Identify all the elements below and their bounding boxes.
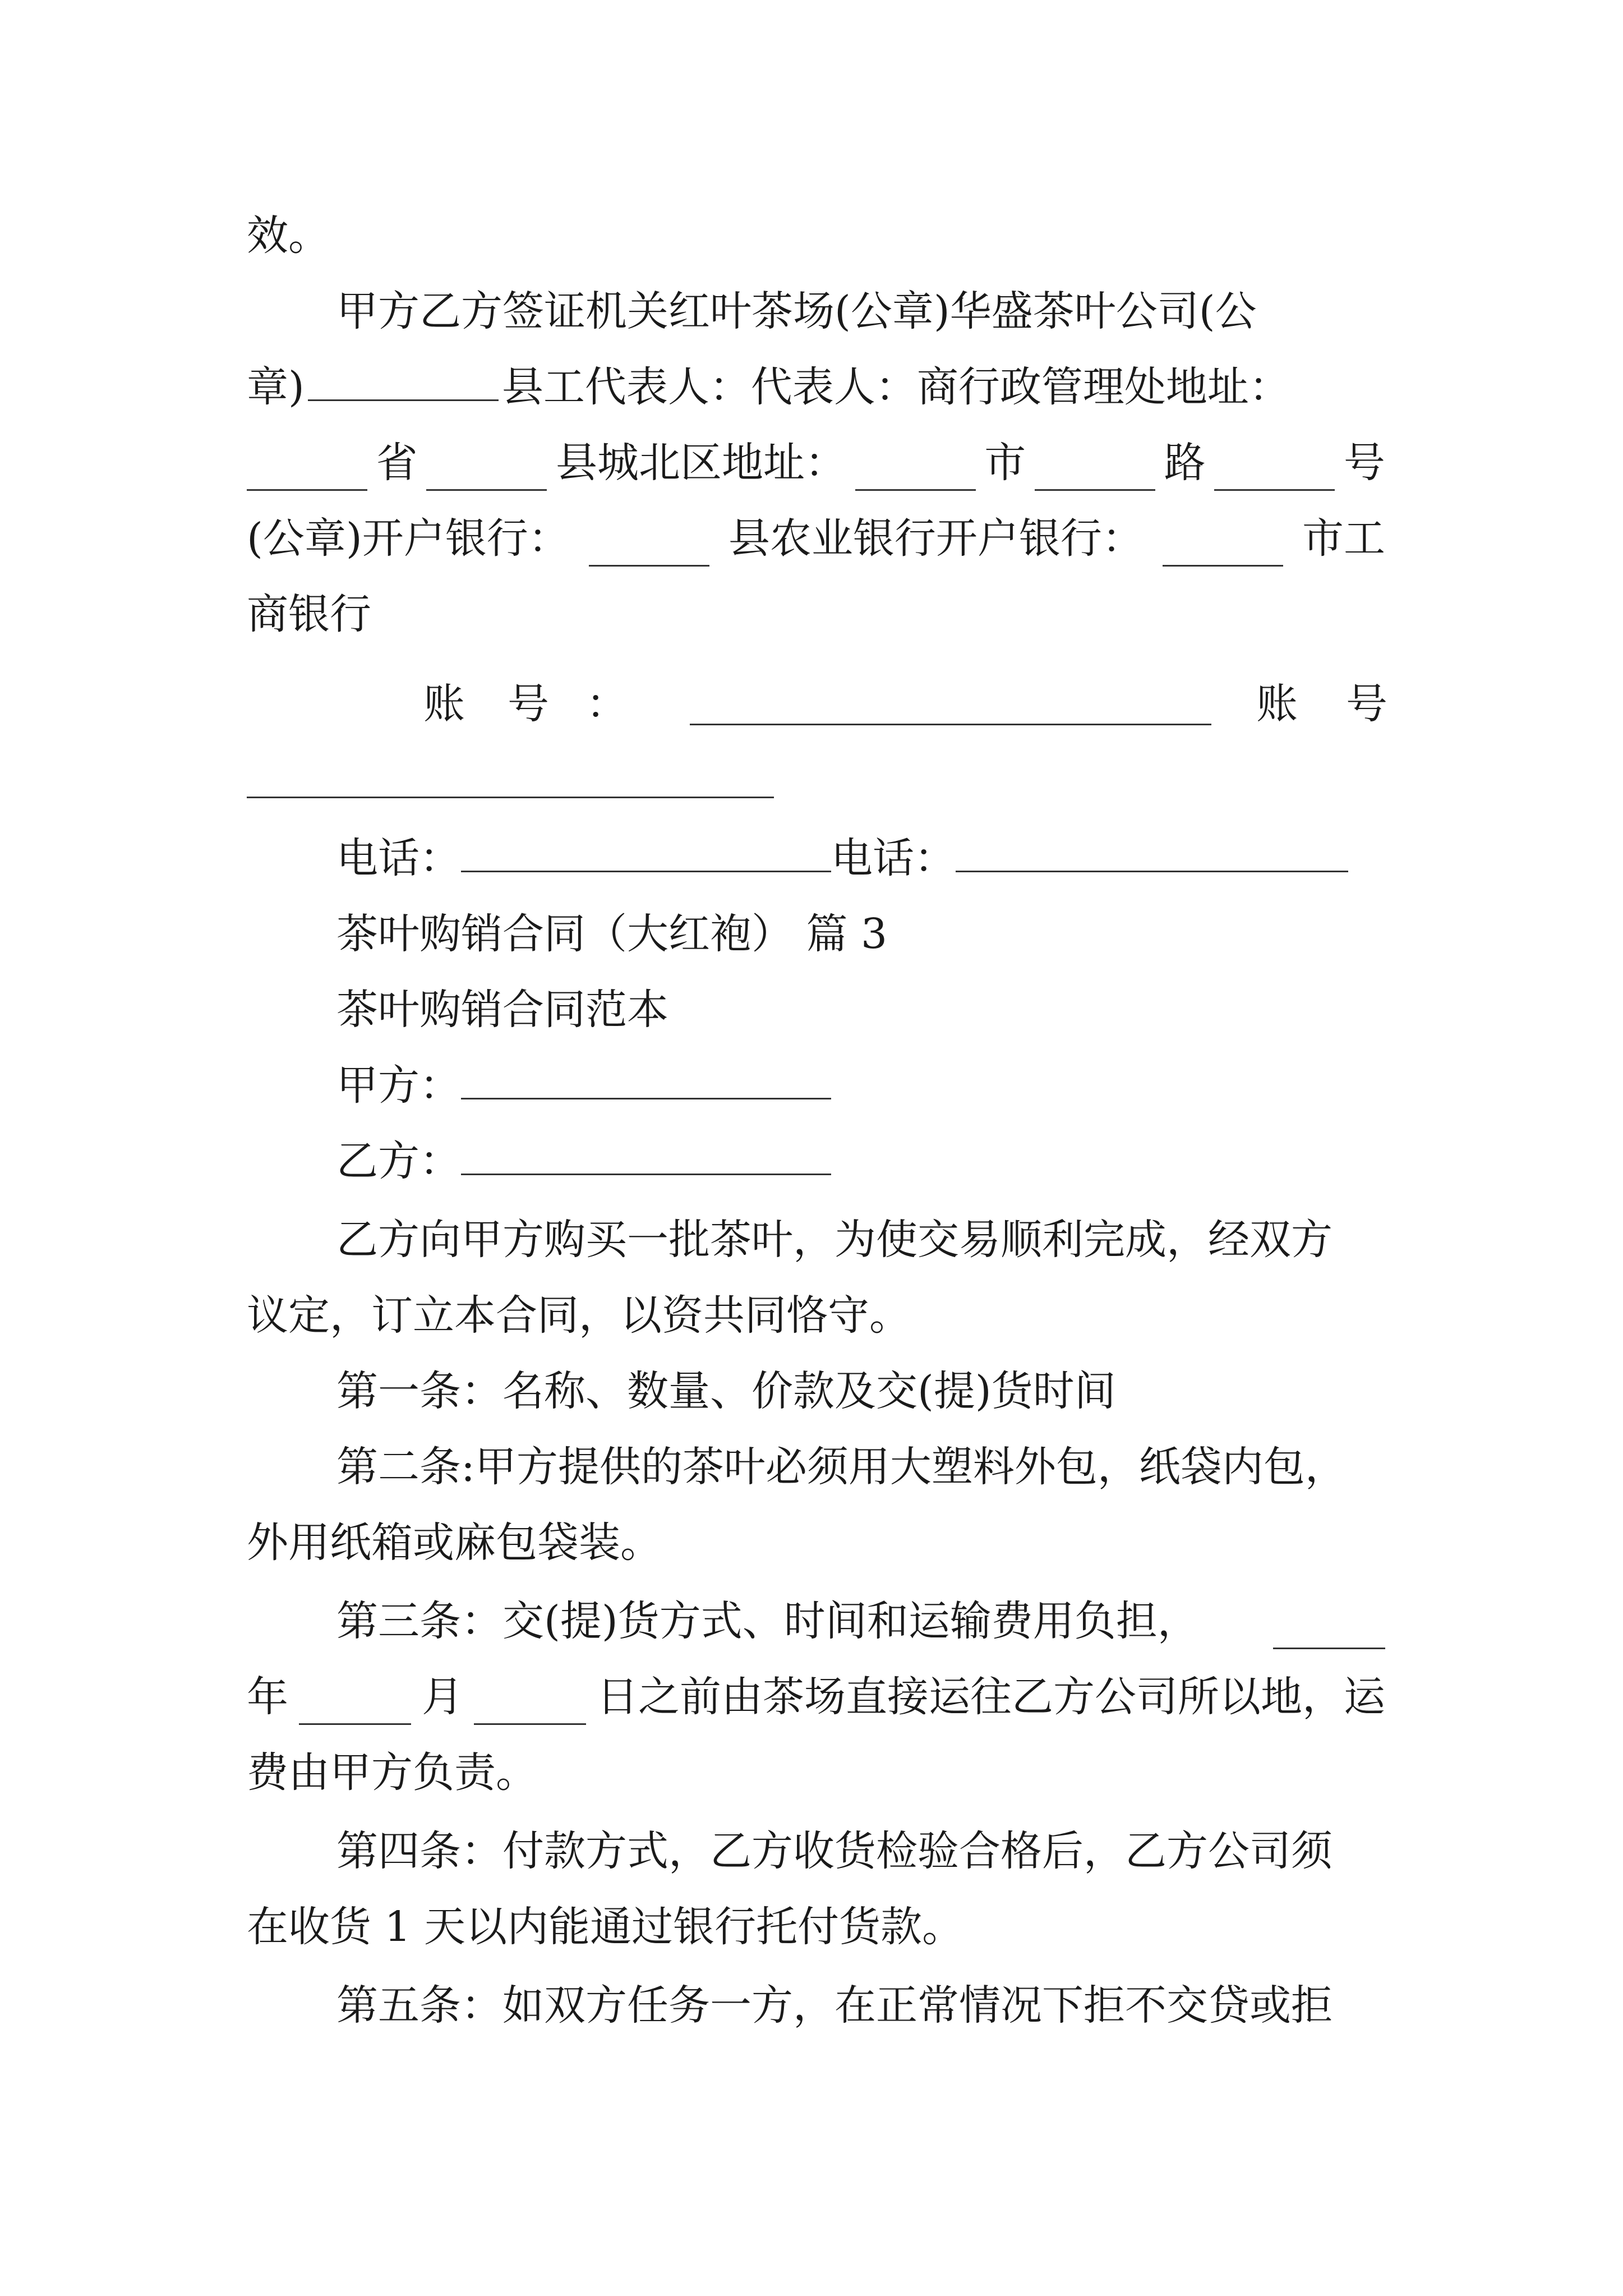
- text: (公章)开户银行：: [247, 514, 570, 563]
- article-3-cont: [247, 1745, 1385, 1801]
- text: 第三条：交(提)货方式、时间和运输费用负担，: [336, 1597, 1199, 1645]
- text: 外用纸箱或麻包袋装。: [247, 1519, 662, 1567]
- text: 县农业银行开户银行：: [728, 514, 1144, 563]
- address-line: [247, 435, 1385, 491]
- text: 号: [1343, 439, 1385, 487]
- article-1: [336, 1363, 1385, 1419]
- text: 乙方向甲方购买一批茶叶，为使交易顺利完成，经双方: [336, 1216, 1332, 1264]
- blank-field[interactable]: [1273, 1607, 1385, 1649]
- account-field-2[interactable]: [247, 797, 774, 798]
- blank-field[interactable]: [426, 449, 547, 491]
- article-2: [336, 1439, 1385, 1495]
- paragraph-line: [336, 1212, 1385, 1268]
- text: 议定，订立本合同，以资共同恪守。: [247, 1291, 911, 1340]
- signatory-line: [247, 359, 1385, 415]
- text-line: [247, 208, 1385, 264]
- blank-field[interactable]: [589, 524, 709, 567]
- phone-line: [336, 830, 1385, 886]
- text: 市工: [1302, 514, 1385, 563]
- text: 号: [508, 680, 549, 728]
- bank-line: [247, 510, 1385, 567]
- text: 章): [247, 363, 305, 411]
- text: 日之前由茶场直接运往乙方公司所以地，运: [597, 1673, 1385, 1721]
- account-field-1[interactable]: [690, 724, 1211, 725]
- text: 号: [1346, 680, 1387, 728]
- text: 效。: [247, 211, 330, 260]
- blank-field[interactable]: [299, 1683, 411, 1725]
- contract-title: [336, 982, 1385, 1038]
- article-4-cont: [247, 1899, 1385, 1955]
- text: 县城北区地址：: [555, 439, 846, 487]
- blank-field[interactable]: [956, 830, 1348, 872]
- text: 电话：: [336, 834, 461, 882]
- text-line: [247, 586, 1385, 642]
- blank-field[interactable]: [1214, 449, 1335, 491]
- text: 第一条：名称、数量、价款及交(提)货时间: [336, 1367, 1116, 1415]
- blank-field[interactable]: [461, 830, 831, 872]
- text: 月: [422, 1673, 463, 1721]
- text: 在收货 1 天以内能通过银行托付货款。: [247, 1903, 964, 1951]
- blank-field[interactable]: [1163, 524, 1283, 567]
- text: 市: [984, 439, 1026, 487]
- text: 甲方乙方签证机关红叶茶场(公章)华盛茶叶公司(公: [336, 287, 1257, 335]
- blank-field[interactable]: [855, 449, 976, 491]
- party-a-line: [336, 1057, 1385, 1114]
- article-5: [336, 1977, 1385, 2033]
- text: 路: [1164, 439, 1206, 487]
- signatory-line: [336, 283, 1385, 339]
- text: 电话：: [831, 834, 956, 882]
- text: 年: [247, 1673, 288, 1721]
- text: 省: [376, 439, 418, 487]
- blank-field[interactable]: [247, 449, 367, 491]
- article-3-cont: [247, 1669, 1385, 1725]
- article-3: [336, 1593, 1385, 1649]
- blank-field[interactable]: [1035, 449, 1155, 491]
- text: 账: [1256, 680, 1298, 728]
- paragraph-line: [247, 1287, 1385, 1343]
- text: 县工代表人：代表人：商行政管理处地址：: [501, 363, 1290, 411]
- text: 茶叶购销合同范本: [336, 986, 668, 1034]
- text: 第五条：如双方任务一方，在正常情况下拒不交贷或拒: [336, 1981, 1332, 2030]
- text: 乙方：: [336, 1137, 461, 1185]
- text: ：: [586, 680, 628, 728]
- text: 第二条:甲方提供的茶叶必须用大塑料外包，纸袋内包，: [336, 1443, 1347, 1491]
- article-2-cont: [247, 1515, 1385, 1571]
- party-b-field[interactable]: [461, 1133, 831, 1175]
- text: 甲方：: [336, 1061, 461, 1110]
- text: 茶叶购销合同（大红袍） 篇 3: [336, 910, 888, 958]
- article-4: [336, 1823, 1385, 1879]
- text: 账: [423, 680, 465, 728]
- party-a-field[interactable]: [461, 1057, 831, 1099]
- text: 第四条：付款方式，乙方收货检验合格后，乙方公司须: [336, 1827, 1332, 1875]
- blank-field[interactable]: [474, 1683, 586, 1725]
- party-b-line: [336, 1133, 1385, 1189]
- text: 费由甲方负责。: [247, 1749, 537, 1797]
- section-heading: [336, 906, 1385, 962]
- blank-field[interactable]: [308, 359, 499, 401]
- text: 商银行: [247, 590, 371, 638]
